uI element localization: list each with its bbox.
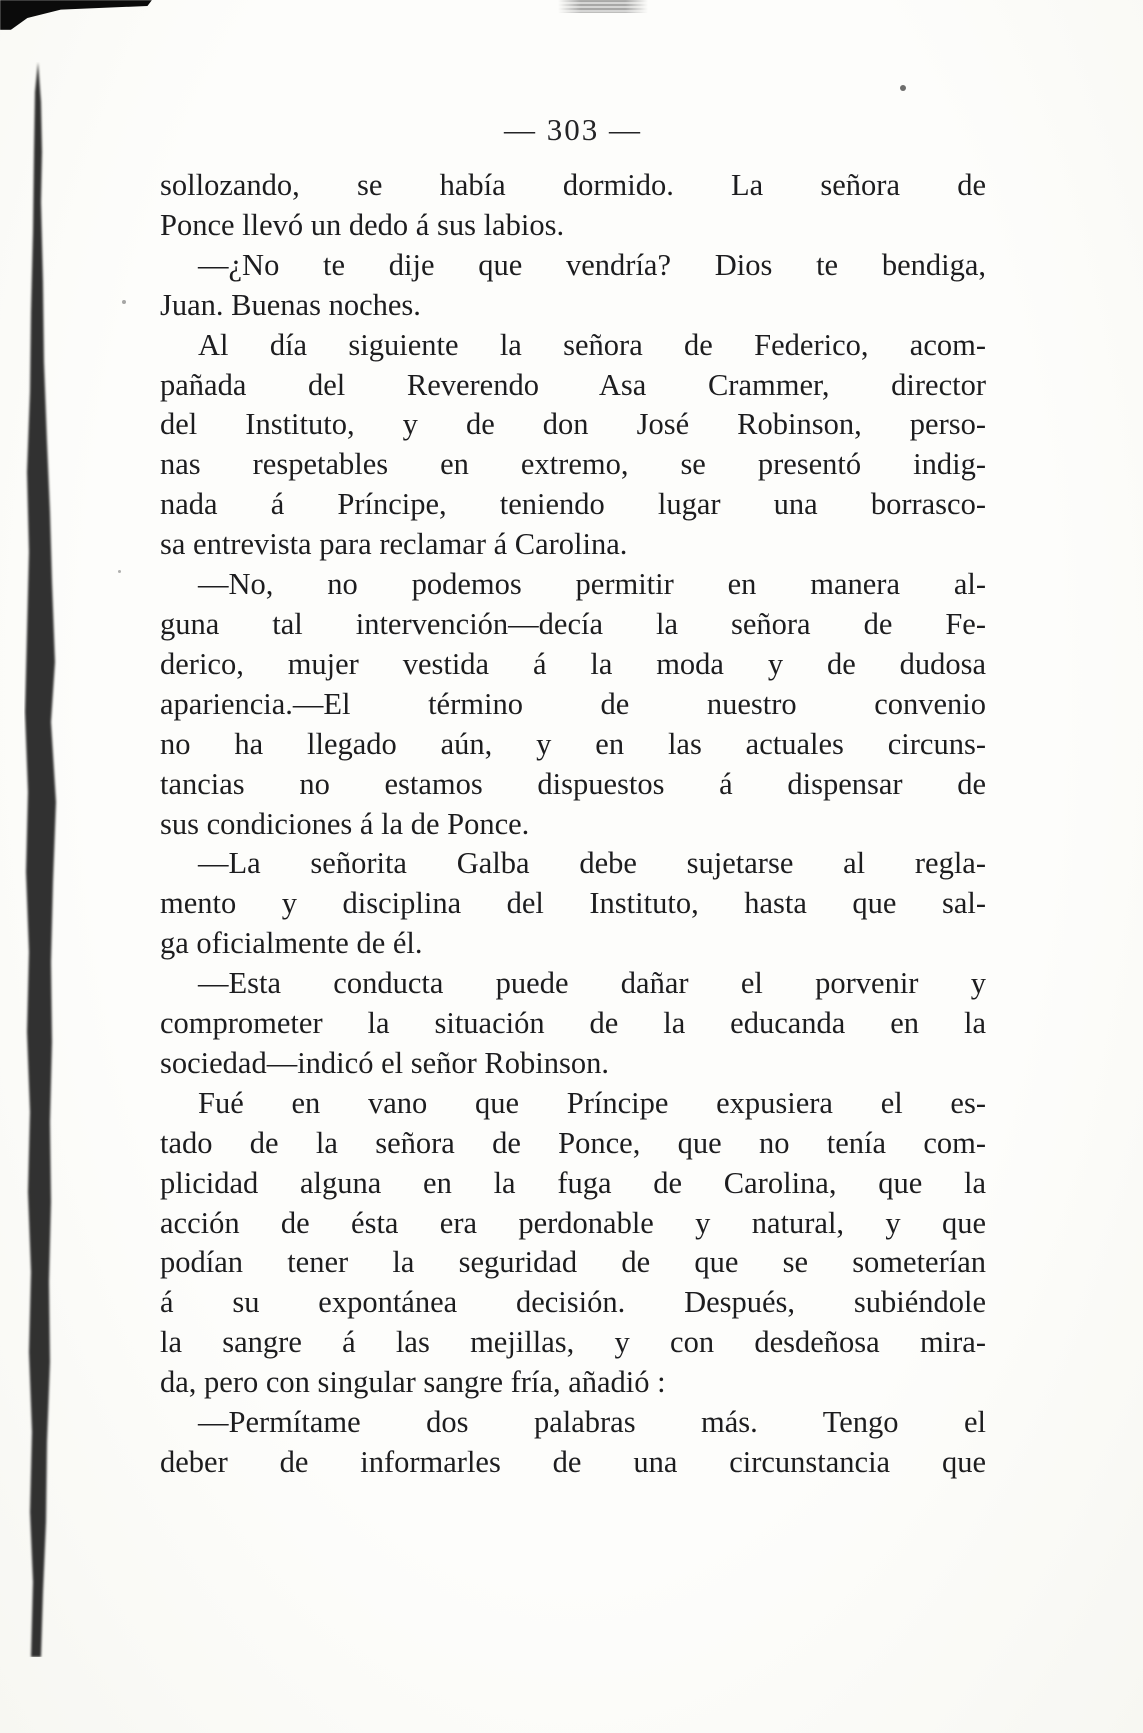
text-line: sollozando, se había dormido. La señora de	[160, 168, 986, 202]
text-line: nada á Príncipe, teniendo lugar una borrasco-	[160, 487, 986, 522]
text-line: tado de la señora de Ponce, que no tenía com-	[160, 1125, 986, 1160]
text-line: —No, no podemos permitir en manera al-	[198, 567, 986, 602]
text-line: la sangre á las mejillas, y con desdeñosa mira-	[160, 1325, 986, 1360]
text-line: no ha llegado aún, y en las actuales circuns-	[160, 726, 986, 761]
text-line: sa entrevista para reclamar á Carolina.	[160, 527, 628, 562]
text-line: —La señorita Galba debe sujetarse al regla-	[198, 846, 986, 881]
text-line: da, pero con singular sangre fría, añadió :	[160, 1365, 666, 1400]
text-line: sus condiciones á la de Ponce.	[160, 806, 530, 841]
text-line: tancias no estamos dispuestos á dispensar de	[160, 766, 986, 801]
text-line: —Permítame dos palabras más. Tengo el	[198, 1405, 986, 1440]
text-line: nas respetables en extremo, se presentó indig-	[160, 447, 986, 482]
text-line: á su expontánea decisión. Después, subiéndole	[160, 1285, 986, 1320]
text-line: Al día siguiente la señora de Federico, acom-	[198, 327, 986, 362]
text-line: Ponce llevó un dedo á sus labios.	[160, 207, 565, 242]
text-line: plicidad alguna en la fuga de Carolina, que la	[160, 1165, 986, 1200]
text-line: sociedad—indicó el señor Robinson.	[160, 1045, 609, 1080]
top-smudge	[558, 0, 648, 13]
text-line: comprometer la situación de la educanda en la	[160, 1006, 986, 1041]
text-line: deber de informarles de una circunstancia que	[160, 1445, 986, 1479]
text-line: podían tener la seguridad de que se someterían	[160, 1245, 986, 1280]
text-line: pañada del Reverendo Asa Crammer, director	[160, 367, 986, 402]
left-edge-ink-streak	[24, 62, 72, 1657]
text-line: Juan. Buenas noches.	[160, 287, 421, 322]
text-line: —¿No te dije que vendría? Dios te bendiga,	[198, 247, 986, 282]
text-line: —Esta conducta puede dañar el porvenir y	[198, 966, 986, 1001]
text-line: acción de ésta era perdonable y natural, y que	[160, 1205, 986, 1240]
corner-ink-mark	[0, 0, 152, 30]
text-line: del Instituto, y de don José Robinson, perso-	[160, 407, 986, 442]
text-line: mento y disciplina del Instituto, hasta que sal-	[160, 886, 986, 921]
text-line: ga oficialmente de él.	[160, 926, 423, 961]
ink-speck	[900, 85, 906, 91]
text-line: derico, mujer vestida á la moda y de dudosa	[160, 646, 986, 681]
text-block	[160, 166, 986, 1483]
page-number: — 303 —	[504, 112, 642, 147]
ink-speck	[118, 570, 121, 573]
ink-speck	[122, 300, 126, 304]
text-line: guna tal intervención—decía la señora de Fe-	[160, 606, 986, 641]
text-line: apariencia.—El término de nuestro convenio	[160, 686, 986, 721]
text-line: Fué en vano que Príncipe expusiera el es-	[198, 1085, 986, 1120]
